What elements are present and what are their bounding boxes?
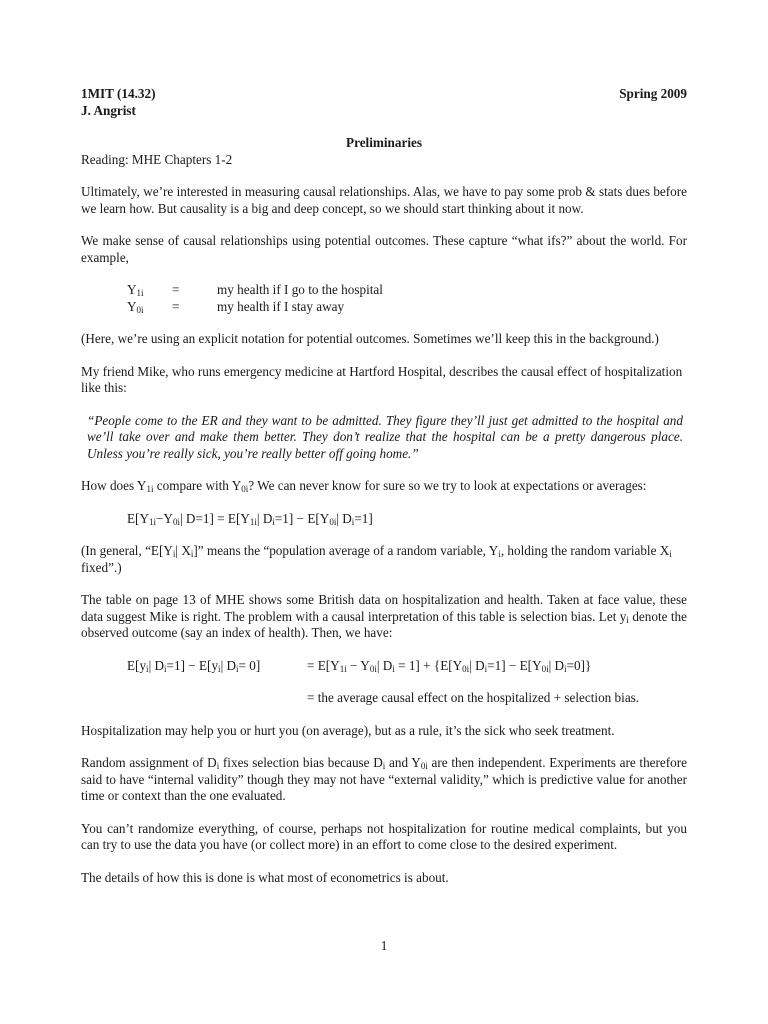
paragraph-random-assignment: Random assignment of $D_i$ fixes selection bias because $D_i$ and $Y_{0i}$ are then independent. Experiments are therefore said to have “internal validity” though they may not have “external validity,” which is predictive value for another time or context than the one evaluated. [81,755,687,803]
paragraph-selection-bias: The table on page 13 of MHE shows some British data on hospitalization and health. Taken at face value, these data suggest Mike is right. The problem with a causal interpretation of this table is selection bias. Let $y_i$ denote the observed outcome (say an index of health). Then, we have: [81,592,688,640]
header-row [81,86,687,103]
paragraph-compare: How does $Y_{1i}$ compare with $Y_{0i}$? We can never know for sure so we try to look at expectations or averages: [81,478,647,494]
quote-block: “People come to the ER and they want to be admitted. They figure they’ll just get admitted to the hospital and we’ll take over and make them better. They don’t realize that the hospital can be a pretty dangerous place. Unless you’re really sick, you’re really better off going home.” [87,412,683,461]
paragraph-intro: Ultimately, we’re interested in measuring causal relationships. Alas, we have to pay some prob & stats dues before we learn how. But causality is a big and deep concept, so we should start thinking about it now. [81,184,687,216]
definition-row: $Y_{1i}$ = my health if I go to the hospital [127,282,383,298]
equation-rhs: = $E[Y_{1i} - Y_{0i}|$ $D_i = 1] + \{E[Y_{0i}|$ $D_i=1] - E[Y_{0i}|$ $D_i=0$]} [307,657,592,674]
reading-line: Reading: MHE Chapters 1-2 [81,151,233,167]
document-page [81,86,687,886]
author-label: J. Angrist [81,102,136,118]
equation-lhs: $E[y_i|$ $D_i=1] - E[y_i|$ $D_i= 0$] [127,657,261,674]
definition-row: $Y_{0i}$ = my health if I stay away [127,298,345,315]
term-label: Spring 2009 [619,86,687,101]
equation-expectation: $E[Y_{1i}-Y_{0i}|$ $D=1] = E[Y_{1i}|$ $D_i=1] - E[Y_{0i}|$ $D_i=1$] [127,510,373,527]
section-title: Preliminaries [346,135,422,150]
equation-interpretation: = the average causal effect on the hospitalized + selection bias. [307,690,640,705]
paragraph-notation: (Here, we’re using an explicit notation for potential outcomes. Sometimes we’ll keep this in the background.) [81,331,659,346]
paragraph-econometrics: The details of how this is done is what most of econometrics is about. [81,869,449,885]
paragraph-hospitalization: Hospitalization may help you or hurt you (on average), but as a rule, it’s the sick who seek treatment. [81,722,615,738]
course-label: 1MIT (14.32) [81,86,156,101]
page-number: 1 [380,938,388,953]
paragraph-potential-outcomes: We make sense of causal relationships using potential outcomes. These capture “what ifs?” about the world. For example, [81,233,687,265]
paragraph-mike: My friend Mike, who runs emergency medicine at Hartford Hospital, describes the causal effect of hospitalization like this: [81,363,683,395]
paragraph-general: (In general, “$E[Y_i|$ $X_i$]” means the “population average of a random variable, $Y_i$, holding the random variable $X_i$ fixed”.) [81,543,672,575]
paragraph-randomize: You can’t randomize everything, of course, perhaps not hospitalization for routine medical complaints, but you can try to use the data you have (or collect more) in an effort to come close to the desired experiment. [81,820,687,852]
equation-decomposition [81,658,687,707]
definitions-block [81,282,687,315]
